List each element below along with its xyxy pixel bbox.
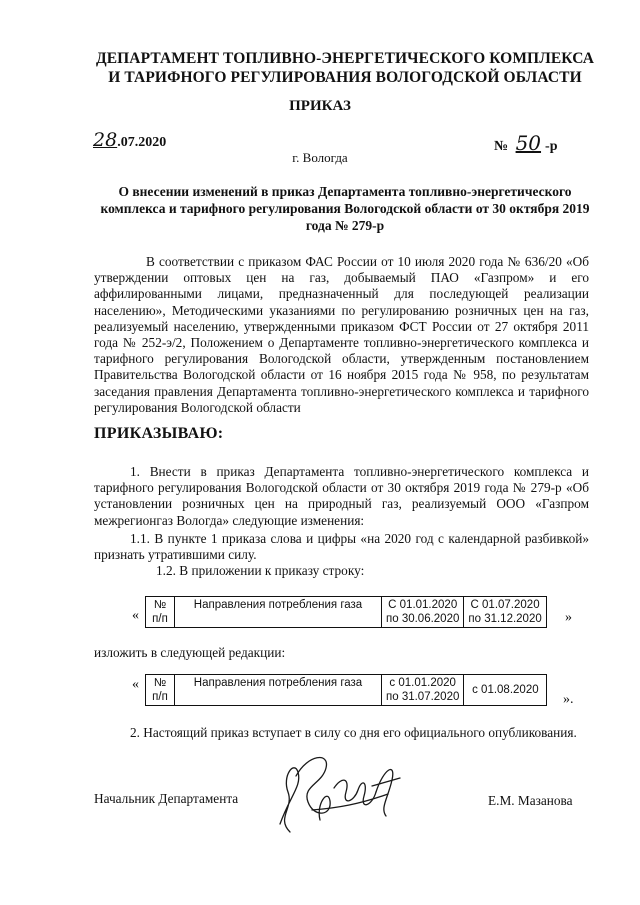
period-1-cell [382, 597, 464, 628]
decree-word: ПРИКАЗЫВАЮ: [94, 425, 224, 442]
date-rest: .07.2020 [117, 135, 167, 150]
replace-text: изложить в следующей редакции: [94, 645, 286, 660]
signature-stroke [280, 768, 299, 832]
item-1-1-paragraph: 1.1. В пункте 1 приказа слова и цифры «на 2020 год с календарной разбивкой» признать утратившими силу. [94, 531, 589, 563]
signature-stroke [312, 794, 388, 810]
signature-stroke [296, 758, 330, 820]
signatory-role: Начальник Департамента [94, 791, 239, 806]
new-row-table [145, 674, 547, 706]
period-1-cell [382, 675, 464, 706]
period-1-to: по 30.06.2020 [386, 613, 460, 625]
department-header [95, 49, 595, 87]
num-cell [146, 597, 175, 628]
period-2-from: С 01.07.2020 [470, 599, 540, 611]
signatory-name: Е.М. Мазанова [488, 793, 573, 808]
period-2-to: по 31.12.2020 [468, 613, 542, 625]
number-prefix: № [494, 139, 509, 154]
num-label: № [153, 599, 167, 611]
open-quote-new: « [132, 677, 139, 692]
header-line-2: И ТАРИФНОГО РЕГУЛИРОВАНИЯ ВОЛОГОДСКОЙ ОБЛАСТИ [108, 69, 582, 86]
item-1-paragraph: 1. Внести в приказ Департамента топливно-энергетического комплекса и тарифного регулирования Вологодской области от 30 октября 2019 года № 279-р «Об установлении розничных цен на природный газ, реализуемый ООО «Газпром межрегионгаз Вологда» следующие изменения: [94, 464, 589, 528]
num-sub-label: п/п [152, 613, 168, 625]
num-sub-label: п/п [152, 691, 168, 703]
period-1-from: С 01.01.2020 [388, 599, 458, 611]
open-quote-old: « [132, 608, 139, 623]
period-1-to: по 31.07.2020 [386, 691, 460, 703]
order-title: ПРИКАЗ [289, 98, 351, 114]
table-row [146, 597, 547, 628]
number-value-handwritten: 50 [515, 131, 542, 155]
item-1-2-paragraph: 1.2. В приложении к приказу строку: [156, 563, 365, 578]
direction-cell: Направления потребления газа [175, 597, 382, 628]
num-cell [146, 675, 175, 706]
preamble-paragraph: В соответствии с приказом ФАС России от 10 июля 2020 года № 636/20 «Об утверждении оптовых цен на газ, добываемый ПАО «Газпром» и его аффилированными лицами, предназначенный для последующей реализации населению», Методическими указаниями по регулированию розничных цен на газ, реализуемый населению, утвержденными приказом ФСТ России от 27 октября 2011 года № 252-э/2, Положением о Департаменте топливно-энергетического комплекса и тарифного регулирования Вологодской области, утвержденным постановлением Правительства Вологодской области от 16 ноября 2015 года № 958, по результатам заседания правления Департамента топливно-энергетического комплекса и тарифного регулирования Вологодской области [94, 254, 589, 415]
order-subject: О внесении изменений в приказ Департамента топливно-энергетического комплекса и тарифного регулирования Вологодской области от 30 октября 2019 года № 279-р [100, 184, 590, 233]
header-line-1: ДЕПАРТАМЕНТ ТОПЛИВНО-ЭНЕРГЕТИЧЕСКОГО КОМПЛЕКСА [95, 50, 595, 67]
period-2-cell: с 01.08.2020 [464, 675, 547, 706]
close-quote-old: » [565, 610, 572, 625]
old-row-table [145, 596, 547, 628]
num-label: № [153, 677, 167, 689]
date-day-handwritten: 28 [93, 129, 118, 151]
close-quote-new: ». [563, 692, 574, 707]
number-suffix: -р [545, 139, 558, 154]
direction-cell: Направления потребления газа [175, 675, 382, 706]
signature-stroke [334, 780, 376, 805]
city: г. Вологда [292, 150, 348, 165]
handwritten-signature [268, 746, 418, 846]
item-2-paragraph: 2. Настоящий приказ вступает в силу со дня его официального опубликования. [130, 725, 577, 740]
period-1-from: с 01.01.2020 [389, 677, 456, 689]
table-row [146, 675, 547, 706]
period-2-cell [464, 597, 546, 628]
order-date [93, 129, 166, 151]
